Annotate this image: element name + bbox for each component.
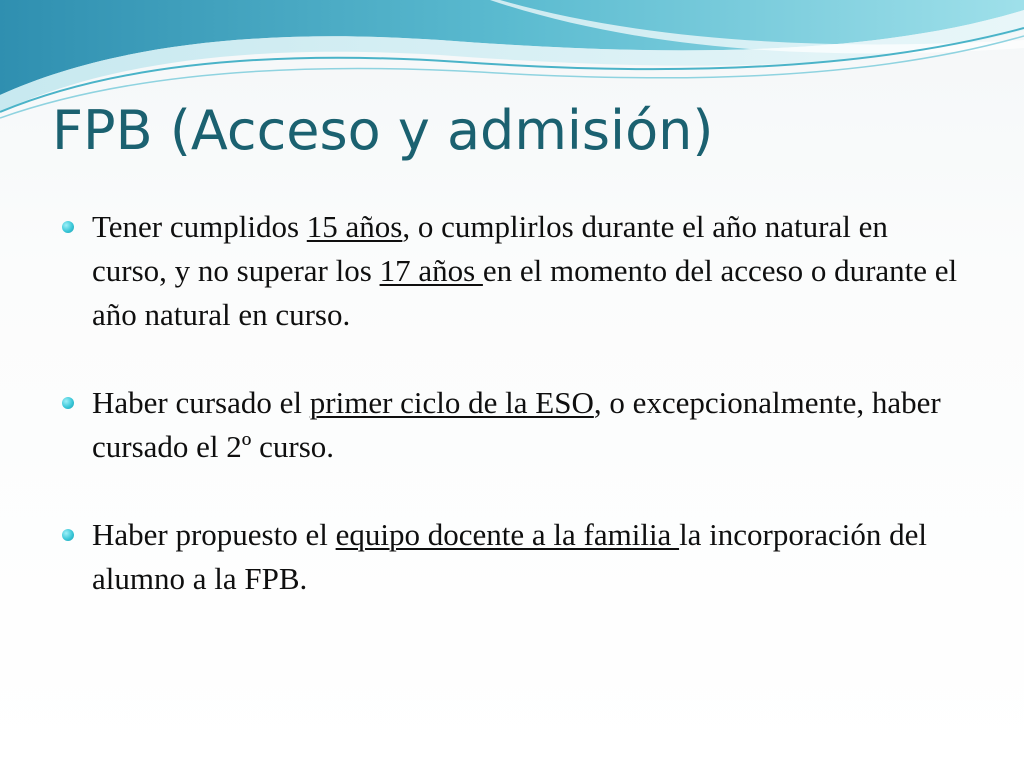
bullet-list (60, 205, 960, 601)
bullet-item-age (60, 205, 960, 337)
bullet-text: Haber propuesto el (92, 517, 336, 552)
underlined-text: equipo docente a la familia (335, 517, 680, 552)
bullet-text: Tener cumplidos (92, 209, 307, 244)
bullet-text: Haber cursado el (92, 385, 310, 420)
round-bullet-icon (62, 221, 74, 233)
bullet-text: , o excepcionalmente, haber cursado el 2º curso. (92, 385, 941, 464)
underlined-text: primer ciclo de la ESO (309, 385, 594, 420)
round-bullet-icon (62, 529, 74, 541)
slide-title: FPB (Acceso y admisión) (52, 99, 714, 162)
round-bullet-icon (62, 397, 74, 409)
underlined-text: 17 años (379, 253, 483, 288)
bullet-text: la incorporación del alumno a la FPB. (92, 517, 927, 596)
bullet-text: en el momento del acceso o durante el año natural en curso. (92, 253, 958, 332)
bullet-item-proposal (60, 513, 960, 601)
bullet-item-eso (60, 381, 960, 469)
underlined-text: 15 años (306, 209, 403, 244)
bullet-text: , o cumplirlos durante el año natural en curso, y no superar los (92, 209, 888, 288)
